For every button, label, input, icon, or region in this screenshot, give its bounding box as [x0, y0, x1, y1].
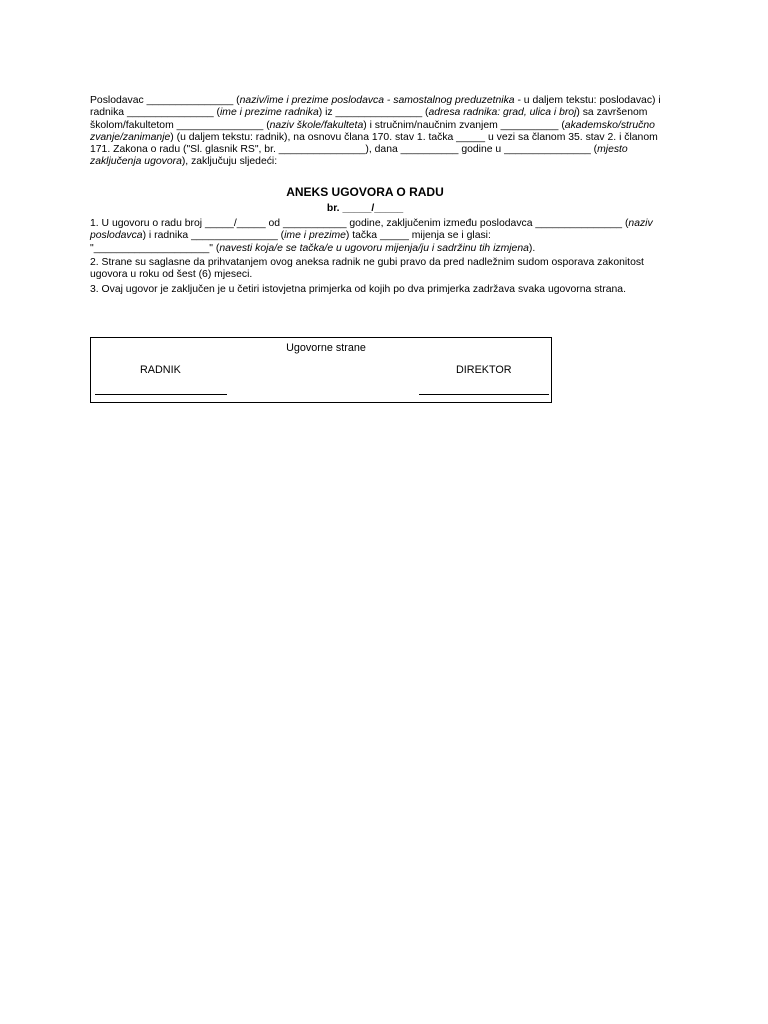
document-body — [90, 95, 680, 296]
intro-text: ) sa završenom školom/fakultetom _______________ ( — [90, 107, 648, 131]
intro-hint: naziv/ime i prezime poslodavca - samostalnog preduzetnika — [239, 95, 515, 106]
intro-hint: ime i prezime radnika — [220, 107, 319, 119]
clause-text: ) i radnika _______________ ( — [142, 230, 285, 242]
signature-title: Ugovorne strane — [286, 342, 366, 354]
intro-text: - u daljem tekstu: poslodavac) i radnika _______________ ( — [90, 95, 661, 119]
intro-text: Poslodavac _______________ ( — [90, 95, 240, 106]
intro-text: ) (u daljem tekstu: radnik), na osnovu člana 170. stav 1. tačka _____ u vezi sa članom 35. stav 2. i članom 171. Zakona o radu ("Sl. glasnik RS", br. _______________), dana __________ godine u _______________ ( — [90, 131, 658, 156]
intro-hint: adresa radnika: grad, ulica i broj — [428, 107, 577, 119]
signature-box — [90, 337, 552, 403]
intro-hint: naziv škole/fakulteta — [269, 119, 364, 131]
clause-hint: ime i prezime — [284, 230, 346, 242]
clause-text: "____________________" ( — [90, 242, 220, 254]
signature-line-director — [419, 394, 549, 395]
clause-hint: navesti koja/e se tačka/e u ugovoru mijenja/ju i sadržinu tih izmjena — [219, 242, 529, 254]
intro-text: ) iz _______________ ( — [318, 107, 429, 119]
clause-1 — [90, 218, 680, 255]
intro-hint: mjesto zaključenja ugovora — [90, 144, 628, 168]
intro-text: ) i stručnim/naučnim zvanjem __________ ( — [363, 119, 565, 131]
signature-label-director: DIREKTOR — [456, 364, 512, 376]
clause-text: 1. U ugovoru o radu broj _____/_____ od ___________ godine, zaključenim između poslodavca _______________ ( — [90, 218, 629, 230]
clause-3: 3. Ovaj ugovor je zaključen je u četiri istovjetna primjerka od kojih po dva primjerka zadržava svaka ugovorna strana. — [90, 283, 626, 295]
document-number: br. _____/_____ — [326, 202, 404, 214]
clause-hint: naziv poslodavca — [90, 218, 653, 242]
document-title: ANEKS UGOVORA O RADU — [286, 184, 444, 199]
clause-2: 2. Strane su saglasne da prihvatanjem ovog aneksa radnik ne gubi pravo da pred nadležnim sudom osporava zakonitost ugovora u roku od šest (6) mjeseci. — [90, 256, 644, 281]
signature-label-employee: RADNIK — [140, 364, 181, 376]
intro-paragraph — [90, 95, 680, 169]
clause-text: ). — [528, 242, 536, 254]
intro-text: ), zaključuju sljedeći: — [181, 156, 278, 168]
signature-line-employee — [95, 394, 227, 395]
clause-text: ) tačka _____ mijenja se i glasi: — [345, 230, 491, 242]
intro-hint: akademsko/stručno zvanje/zanimanje — [90, 119, 655, 143]
